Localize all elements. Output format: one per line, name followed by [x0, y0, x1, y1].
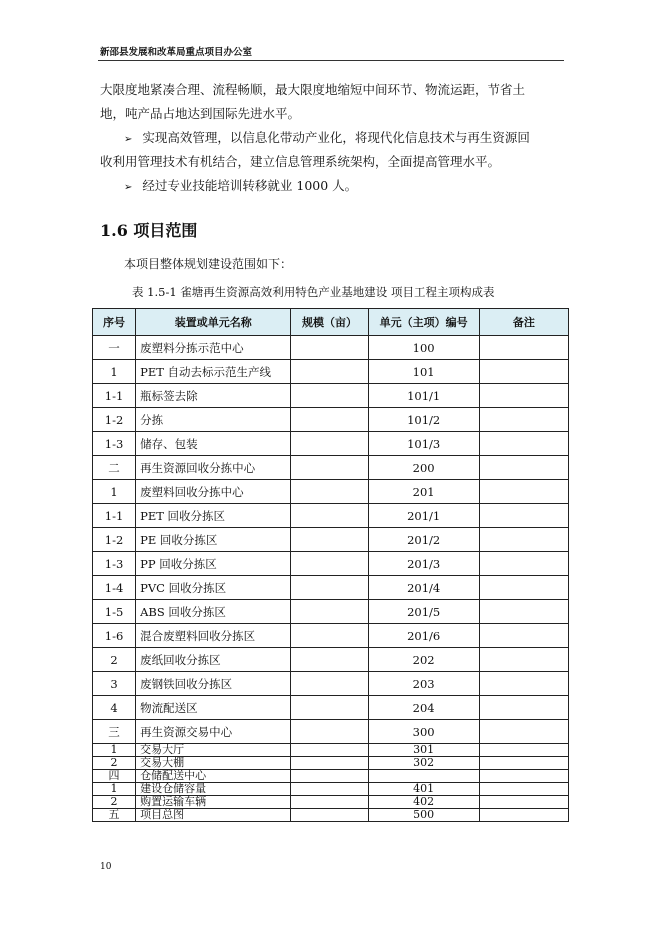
- bullet-item: [124, 174, 357, 200]
- table-cell-name: 分拣: [136, 408, 291, 432]
- table-cell-note: [479, 360, 568, 384]
- table-cell-note: [479, 696, 568, 720]
- table-cell-code: 201/2: [368, 528, 479, 552]
- table-cell-name: 废纸回收分拣区: [136, 648, 291, 672]
- table-row: [93, 770, 569, 783]
- table-cell-no: 三: [93, 720, 136, 744]
- table-cell-name: 项目总图: [136, 809, 291, 822]
- table-cell-scale: [291, 600, 368, 624]
- table-cell-name: 物流配送区: [136, 696, 291, 720]
- table-row: [93, 672, 569, 696]
- table-cell-code: 202: [368, 648, 479, 672]
- table-cell-scale: [291, 783, 368, 796]
- table-cell-no: 2: [93, 757, 136, 770]
- table-row: [93, 432, 569, 456]
- table-cell-name: 混合废塑料回收分拣区: [136, 624, 291, 648]
- table-cell-no: 1: [93, 783, 136, 796]
- table-cell-no: 2: [93, 648, 136, 672]
- arrow-bullet-icon: ➢: [124, 182, 133, 193]
- table-cell-name: ABS 回收分拣区: [136, 600, 291, 624]
- table-cell-note: [479, 796, 568, 809]
- table-cell-code: 402: [368, 796, 479, 809]
- table-cell-scale: [291, 648, 368, 672]
- table-cell-code: 201/5: [368, 600, 479, 624]
- table-cell-name: 建设仓储容量: [136, 783, 291, 796]
- table-cell-name: 再生资源交易中心: [136, 720, 291, 744]
- table-cell-code: 302: [368, 757, 479, 770]
- table-cell-name: 再生资源回收分拣中心: [136, 456, 291, 480]
- table-cell-name: 交易大厅: [136, 744, 291, 757]
- table-cell-note: [479, 336, 568, 360]
- table-cell-no: 1: [93, 744, 136, 757]
- table-cell-note: [479, 648, 568, 672]
- table-row: [93, 360, 569, 384]
- table-cell-no: 1-3: [93, 552, 136, 576]
- table-cell-name: 储存、包装: [136, 432, 291, 456]
- table-row: [93, 528, 569, 552]
- bullet-text: 经过专业技能培训转移就业 1000 人。: [142, 178, 358, 193]
- table-row: [93, 757, 569, 770]
- table-cell-no: 1-2: [93, 528, 136, 552]
- table-row: [93, 783, 569, 796]
- table-cell-note: [479, 770, 568, 783]
- table-cell-code: 200: [368, 456, 479, 480]
- table-cell-code: 201: [368, 480, 479, 504]
- table-row: [93, 600, 569, 624]
- table-cell-name: PET 回收分拣区: [136, 504, 291, 528]
- paragraph-line: 地，吨产品占地达到国际先进水平。: [100, 106, 301, 121]
- table-cell-scale: [291, 576, 368, 600]
- page-number: 10: [100, 862, 112, 872]
- table-header-row: [93, 309, 569, 336]
- table-cell-code: 101/3: [368, 432, 479, 456]
- table-row: [93, 480, 569, 504]
- table-cell-no: 五: [93, 809, 136, 822]
- table-caption: 表 1.5-1 雀塘再生资源高效利用特色产业基地建设 项目工程主项构成表: [132, 285, 495, 299]
- table-cell-name: PVC 回收分拣区: [136, 576, 291, 600]
- table-row: [93, 384, 569, 408]
- table-cell-scale: [291, 504, 368, 528]
- column-header: 规模（亩）: [291, 309, 368, 336]
- table-cell-note: [479, 809, 568, 822]
- table-cell-scale: [291, 336, 368, 360]
- table-cell-no: 1-1: [93, 504, 136, 528]
- table-row: [93, 408, 569, 432]
- table-cell-code: 204: [368, 696, 479, 720]
- table-cell-name: 废塑料回收分拣中心: [136, 480, 291, 504]
- bullet-text: 实现高效管理，以信息化带动产业化，将现代化信息技术与再生资源回: [142, 130, 530, 145]
- table-row: [93, 336, 569, 360]
- table-cell-note: [479, 744, 568, 757]
- table-cell-code: 500: [368, 809, 479, 822]
- table-cell-scale: [291, 432, 368, 456]
- table-cell-scale: [291, 757, 368, 770]
- table-cell-name: 仓储配送中心: [136, 770, 291, 783]
- table-cell-no: 1-1: [93, 384, 136, 408]
- table-cell-code: 201/1: [368, 504, 479, 528]
- table-row: [93, 504, 569, 528]
- table-row: [93, 624, 569, 648]
- table-row: [93, 744, 569, 757]
- paragraph-line: 大限度地紧凑合理、流程畅顺，最大限度地缩短中间环节、物流运距，节省土: [100, 82, 526, 97]
- table-cell-scale: [291, 528, 368, 552]
- table-cell-name: PP 回收分拣区: [136, 552, 291, 576]
- table-cell-code: [368, 770, 479, 783]
- table-cell-no: 1-3: [93, 432, 136, 456]
- table-cell-scale: [291, 456, 368, 480]
- section-heading: 1.6 项目范围: [100, 221, 198, 240]
- table-cell-note: [479, 624, 568, 648]
- table-cell-code: 301: [368, 744, 479, 757]
- table-row: [93, 456, 569, 480]
- table-cell-scale: [291, 672, 368, 696]
- table-cell-code: 300: [368, 720, 479, 744]
- table-cell-no: 二: [93, 456, 136, 480]
- table-cell-note: [479, 408, 568, 432]
- column-header: 序号: [93, 309, 136, 336]
- table-cell-scale: [291, 408, 368, 432]
- page-header: 新邵县发展和改革局重点项目办公室: [100, 47, 253, 58]
- table-cell-name: PE 回收分拣区: [136, 528, 291, 552]
- table-cell-name: PET 自动去标示范生产线: [136, 360, 291, 384]
- table-cell-scale: [291, 796, 368, 809]
- table-cell-name: 交易大棚: [136, 757, 291, 770]
- table-row: [93, 696, 569, 720]
- table-cell-scale: [291, 720, 368, 744]
- table-cell-code: 201/4: [368, 576, 479, 600]
- table-cell-scale: [291, 480, 368, 504]
- table-cell-no: 4: [93, 696, 136, 720]
- table-cell-scale: [291, 384, 368, 408]
- table-cell-scale: [291, 770, 368, 783]
- table-cell-note: [479, 576, 568, 600]
- table-cell-scale: [291, 624, 368, 648]
- table-cell-no: 四: [93, 770, 136, 783]
- table-row: [93, 809, 569, 822]
- table-cell-note: [479, 672, 568, 696]
- table-cell-no: 1-6: [93, 624, 136, 648]
- table-cell-note: [479, 504, 568, 528]
- table-cell-no: 3: [93, 672, 136, 696]
- table-cell-name: 瓶标签去除: [136, 384, 291, 408]
- table-cell-code: 101/2: [368, 408, 479, 432]
- table-cell-code: 100: [368, 336, 479, 360]
- table-cell-name: 废钢铁回收分拣区: [136, 672, 291, 696]
- table-cell-note: [479, 480, 568, 504]
- table-cell-note: [479, 783, 568, 796]
- table-row: [93, 796, 569, 809]
- table-cell-code: 203: [368, 672, 479, 696]
- paragraph-line: 收利用管理技术有机结合，建立信息管理系统架构，全面提高管理水平。: [100, 154, 501, 169]
- column-header: 装置或单元名称: [136, 309, 291, 336]
- table-cell-note: [479, 552, 568, 576]
- table-cell-note: [479, 432, 568, 456]
- column-header: 备注: [479, 309, 568, 336]
- bullet-item: [124, 126, 530, 152]
- arrow-bullet-icon: ➢: [124, 134, 133, 145]
- intro-text: 本项目整体规划建设范围如下：: [124, 257, 293, 271]
- table-cell-code: 201/6: [368, 624, 479, 648]
- table-cell-code: 101: [368, 360, 479, 384]
- table-cell-no: 1-2: [93, 408, 136, 432]
- table-cell-code: 201/3: [368, 552, 479, 576]
- table-cell-scale: [291, 809, 368, 822]
- header-divider: [98, 60, 564, 61]
- table-cell-no: 1: [93, 480, 136, 504]
- table-cell-scale: [291, 696, 368, 720]
- table-row: [93, 576, 569, 600]
- table-cell-code: 401: [368, 783, 479, 796]
- table-cell-code: 101/1: [368, 384, 479, 408]
- table-cell-no: 1: [93, 360, 136, 384]
- table-cell-no: 2: [93, 796, 136, 809]
- table-cell-note: [479, 757, 568, 770]
- table-cell-name: 废塑料分拣示范中心: [136, 336, 291, 360]
- table-cell-scale: [291, 744, 368, 757]
- table-cell-note: [479, 384, 568, 408]
- table-cell-scale: [291, 360, 368, 384]
- table-cell-note: [479, 528, 568, 552]
- table-cell-name: 购置运输车辆: [136, 796, 291, 809]
- table-row: [93, 648, 569, 672]
- table-row: [93, 720, 569, 744]
- table-cell-no: 1-5: [93, 600, 136, 624]
- column-header: 单元（主项）编号: [368, 309, 479, 336]
- table-cell-note: [479, 600, 568, 624]
- project-table: [92, 308, 569, 822]
- table-cell-scale: [291, 552, 368, 576]
- table-row: [93, 552, 569, 576]
- table-cell-no: 1-4: [93, 576, 136, 600]
- table-cell-note: [479, 456, 568, 480]
- table-cell-note: [479, 720, 568, 744]
- table-cell-no: 一: [93, 336, 136, 360]
